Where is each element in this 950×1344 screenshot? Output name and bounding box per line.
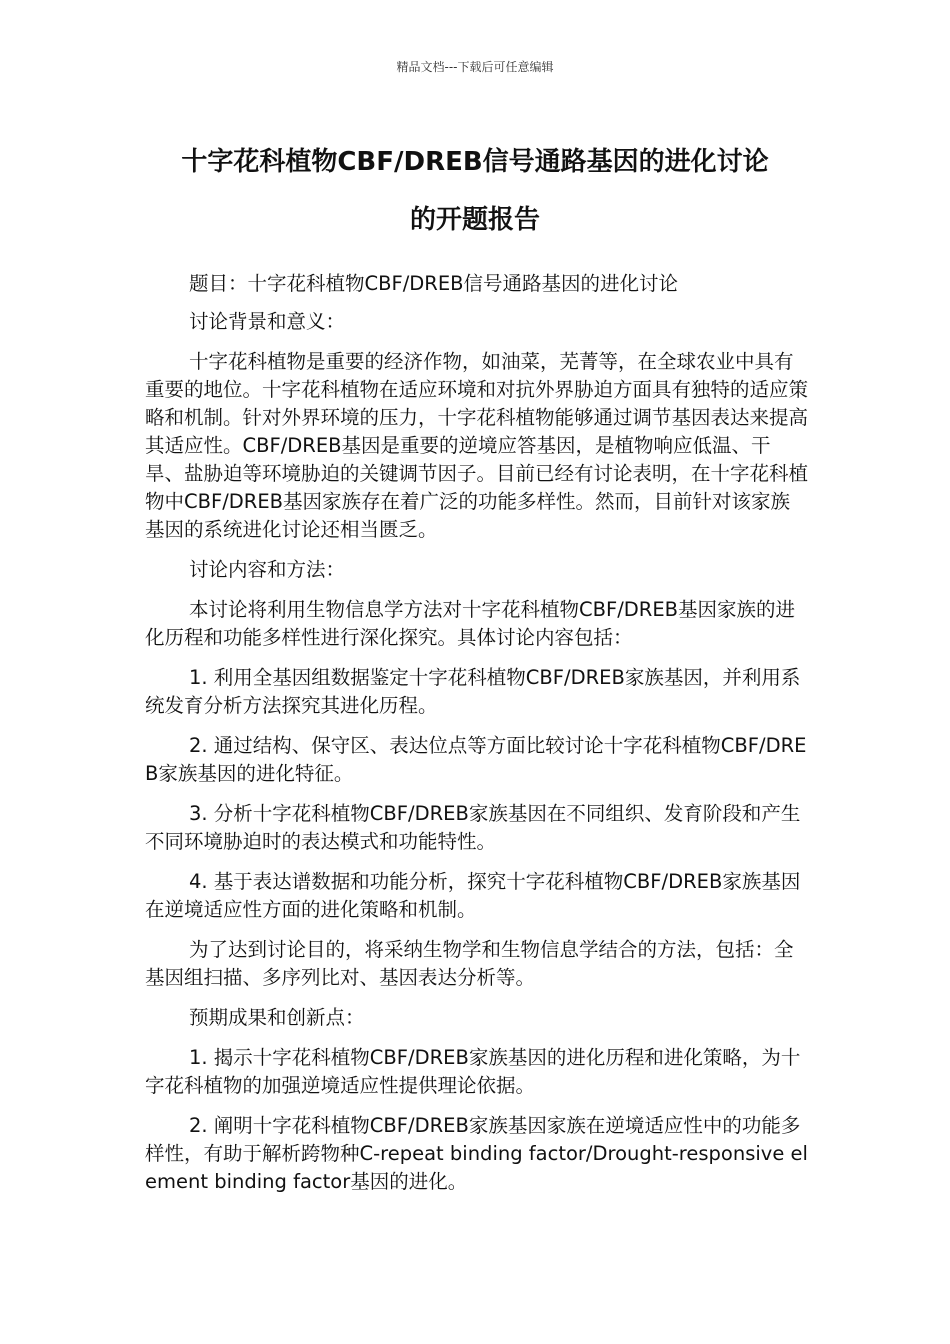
page-header-note: 精品文档---下载后可任意编辑 bbox=[396, 60, 554, 74]
methods-item-3: 3. 分析十字花科植物CBF/DREB家族基因在不同组织、发育阶段和产生不同环境胁迫时的表达模式和功能特性。 bbox=[145, 802, 801, 853]
methods-item-1: 1. 利用全基因组数据鉴定十字花科植物CBF/DREB家族基因，并利用系统发育分析方法探究其进化历程。 bbox=[145, 666, 801, 717]
document-title-line-2: 的开题报告 bbox=[409, 205, 540, 235]
topic-line: 题目：十字花科植物CBF/DREB信号通路基因的进化讨论 bbox=[189, 272, 679, 295]
section-heading-methods: 讨论内容和方法： bbox=[189, 558, 346, 581]
section-heading-background: 讨论背景和意义： bbox=[189, 310, 346, 333]
document-title-line-1: 十字花科植物CBF/DREB信号通路基因的进化讨论 bbox=[181, 147, 769, 177]
background-paragraph: 十字花科植物是重要的经济作物，如油菜，芜菁等，在全球农业中具有重要的地位。十字花科植物在适应环境和对抗外界胁迫方面具有独特的适应策略和机制。针对外界环境的压力，十字花科植物能够通过调节基因表达来提高其适应性。CBF/DREB基因是重要的逆境应答基因，是植物响应低温、干旱、盐胁迫等环境胁迫的关键调节因子。目前已经有讨论表明，在十字花科植物中CBF/DREB基因家族存在着广泛的功能多样性。然而，目前针对该家族基因的系统进化讨论还相当匮乏。 bbox=[145, 350, 809, 541]
methods-intro-paragraph: 本讨论将利用生物信息学方法对十字花科植物CBF/DREB基因家族的进化历程和功能多样性进行深化探究。具体讨论内容包括： bbox=[145, 598, 796, 649]
methods-approach-paragraph: 为了达到讨论目的，将采纳生物学和生物信息学结合的方法，包括：全基因组扫描、多序列比对、基因表达分析等。 bbox=[145, 938, 794, 989]
methods-item-4: 4. 基于表达谱数据和功能分析，探究十字花科植物CBF/DREB家族基因在逆境适应性方面的进化策略和机制。 bbox=[145, 870, 801, 921]
document-body bbox=[145, 270, 809, 1196]
methods-item-2: 2. 通过结构、保守区、表达位点等方面比较讨论十字花科植物CBF/DREB家族基因的进化特征。 bbox=[145, 734, 807, 785]
outcome-item-1: 1. 揭示十字花科植物CBF/DREB家族基因的进化历程和进化策略，为十字花科植物的加强逆境适应性提供理论依据。 bbox=[145, 1046, 801, 1097]
section-heading-outcomes: 预期成果和创新点： bbox=[189, 1006, 365, 1029]
document-title bbox=[100, 133, 850, 249]
outcome-item-2: 2. 阐明十字花科植物CBF/DREB家族基因家族在逆境适应性中的功能多样性，有助于解析跨物种C-repeat binding factor/Drought-responsive element binding factor基因的进化。 bbox=[145, 1114, 808, 1193]
